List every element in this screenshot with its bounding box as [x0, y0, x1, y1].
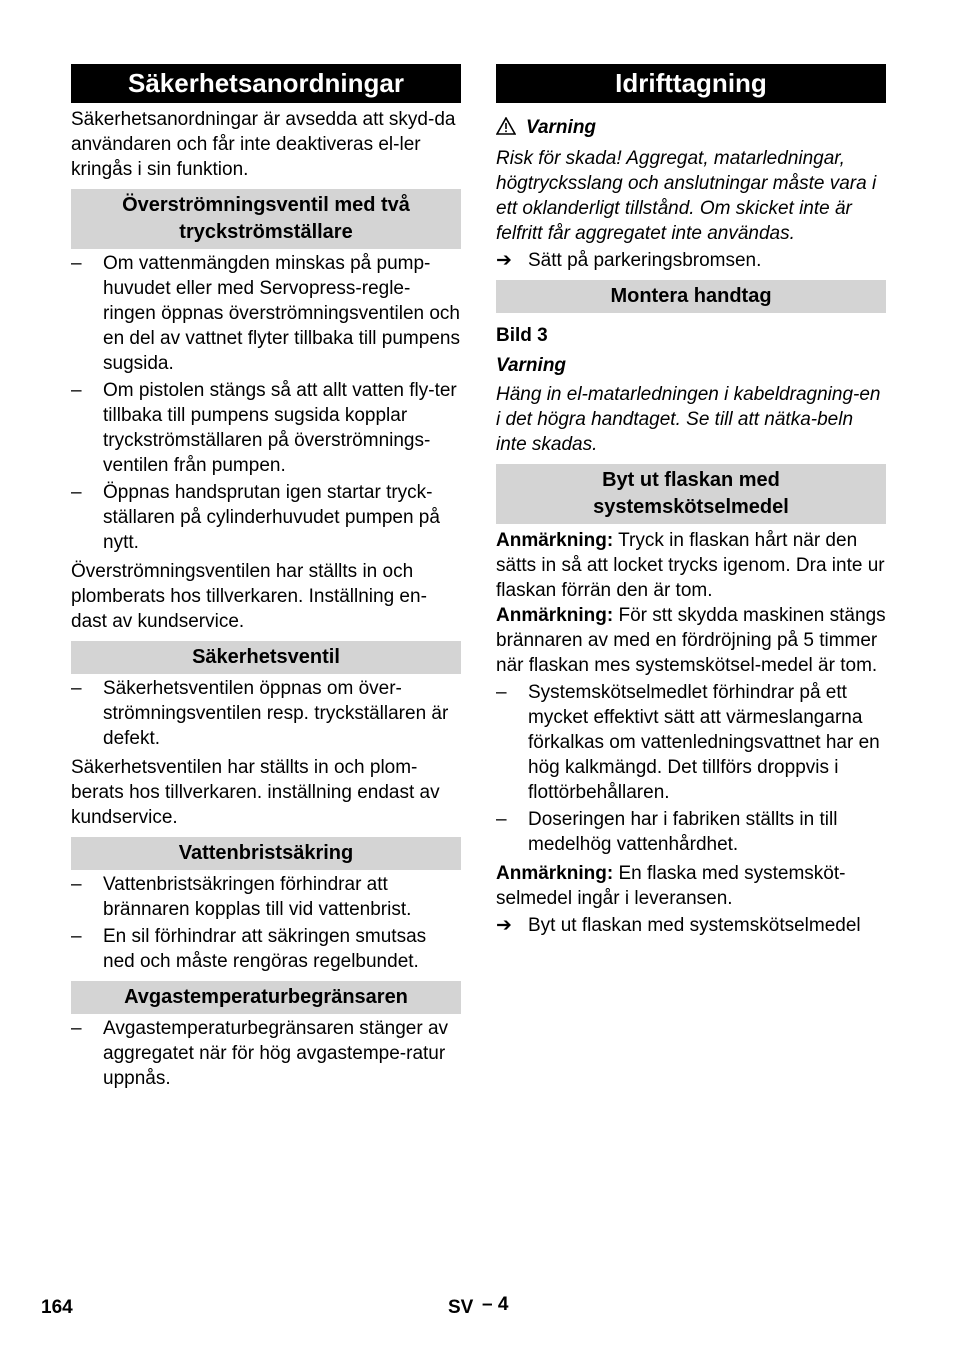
warning-label: Varning	[496, 355, 567, 376]
language-code: SV	[448, 1297, 474, 1318]
safety-valve-note: Säkerhetsventilen har ställts in och plom-berats hos tillverkaren. inställning endast av kundservice.	[71, 757, 440, 828]
note: Anmärkning: En flaska med systemsköt-selmedel ingår i leveransen.	[496, 863, 846, 909]
heading-safety-valve: Säkerhetsventil	[71, 641, 461, 674]
list-item: – Säkerhetsventilen öppnas om över-strömningsventilen resp. tryckställaren är defekt.	[71, 678, 449, 749]
page-number: 164	[41, 1297, 73, 1318]
list-item: – Vattenbristsäkringen förhindrar att brännaren kopplas till vid vattenbrist.	[71, 874, 412, 920]
figure-reference: Bild 3	[496, 325, 548, 346]
left-column	[71, 64, 461, 1091]
note: Anmärkning: För stt skydda maskinen stängs brännaren av med en fördröjning på 5 timmer när flaskan mes systemskötsel-medel är tom.	[496, 605, 886, 676]
section-title-safety: Säkerhetsanordningar	[71, 64, 461, 103]
warning-label: Varning	[496, 115, 886, 142]
list-item: – Doseringen har i fabriken ställts in till medelhög vattenhårdhet.	[496, 809, 838, 855]
heading-mount-handle: Montera handtag	[496, 280, 886, 313]
section-title-startup: Idrifttagning	[496, 64, 886, 103]
heading-overflow-valve: Överströmningsventil med två tryckströmställare	[71, 189, 461, 249]
safety-intro: Säkerhetsanordningar är avsedda att skyd-da användaren och får inte deaktiveras el-ler kringås i sin funktion.	[71, 109, 456, 180]
warning-text: Häng in el-matarledningen i kabeldragning-en i det högra handtaget. Se till att nätka-beln inte skadas.	[496, 384, 881, 455]
arrow-right-icon: ➔	[496, 915, 512, 936]
warning-triangle-icon	[496, 117, 516, 142]
sub-page-number: – 4	[482, 1294, 509, 1315]
right-column	[496, 64, 886, 938]
arrow-right-icon: ➔	[496, 250, 512, 271]
heading-water-shortage: Vattenbristsäkring	[71, 837, 461, 870]
overflow-valve-note: Överströmningsventilen har ställts in och plomberats hos tillverkaren. Inställning en-dast av kundservice.	[71, 561, 427, 632]
instruction-step: ➔ Sätt på parkeringsbromsen.	[496, 250, 762, 271]
list-item: – Om vattenmängden minskas på pump-huvudet eller med Servopress-regle-ringen öppnas överströmningsventilen och en del av vattnet flyter tillbaka till pumpens sugsida.	[71, 253, 460, 374]
heading-exhaust-limiter: Avgastemperaturbegränsaren	[71, 981, 461, 1014]
note: Anmärkning: Tryck in flaskan hårt när den sätts in så att locket trycks igenom. Dra inte ur flaskan förrän den är tom.	[496, 530, 885, 601]
list-item: – Systemskötselmedlet förhindrar på ett mycket effektivt sätt att värmeslangarna förkalkas om vattenledningsvattnet har en hög kalkmängd. Det tillförs droppvis i flottörbehållaren.	[496, 682, 880, 803]
list-item: – En sil förhindrar att säkringen smutsas ned och måste rengöras regelbundet.	[71, 926, 427, 972]
instruction-step: ➔ Byt ut flaskan med systemskötselmedel	[496, 915, 861, 936]
list-item: – Om pistolen stängs så att allt vatten fly-ter tillbaka till pumpens sugsida kopplar tryckströmställaren på överströmnings-ventilen från pumpen.	[71, 380, 457, 476]
warning-text: Risk för skada! Aggregat, matarledningar, högtrycksslang och anslutningar måste vara i ett oklanderligt tillstånd. Om skicket inte är felfritt får aggregatet inte användas.	[496, 148, 877, 244]
list-item: – Öppnas handsprutan igen startar tryck-ställaren på cylinderhuvudet pumpen på nytt.	[71, 482, 440, 553]
heading-replace-bottle: Byt ut flaskan med systemskötselmedel	[496, 464, 886, 524]
list-item: – Avgastemperaturbegränsaren stänger av aggregatet när för hög avgastempe-ratur uppnås.	[71, 1018, 449, 1089]
